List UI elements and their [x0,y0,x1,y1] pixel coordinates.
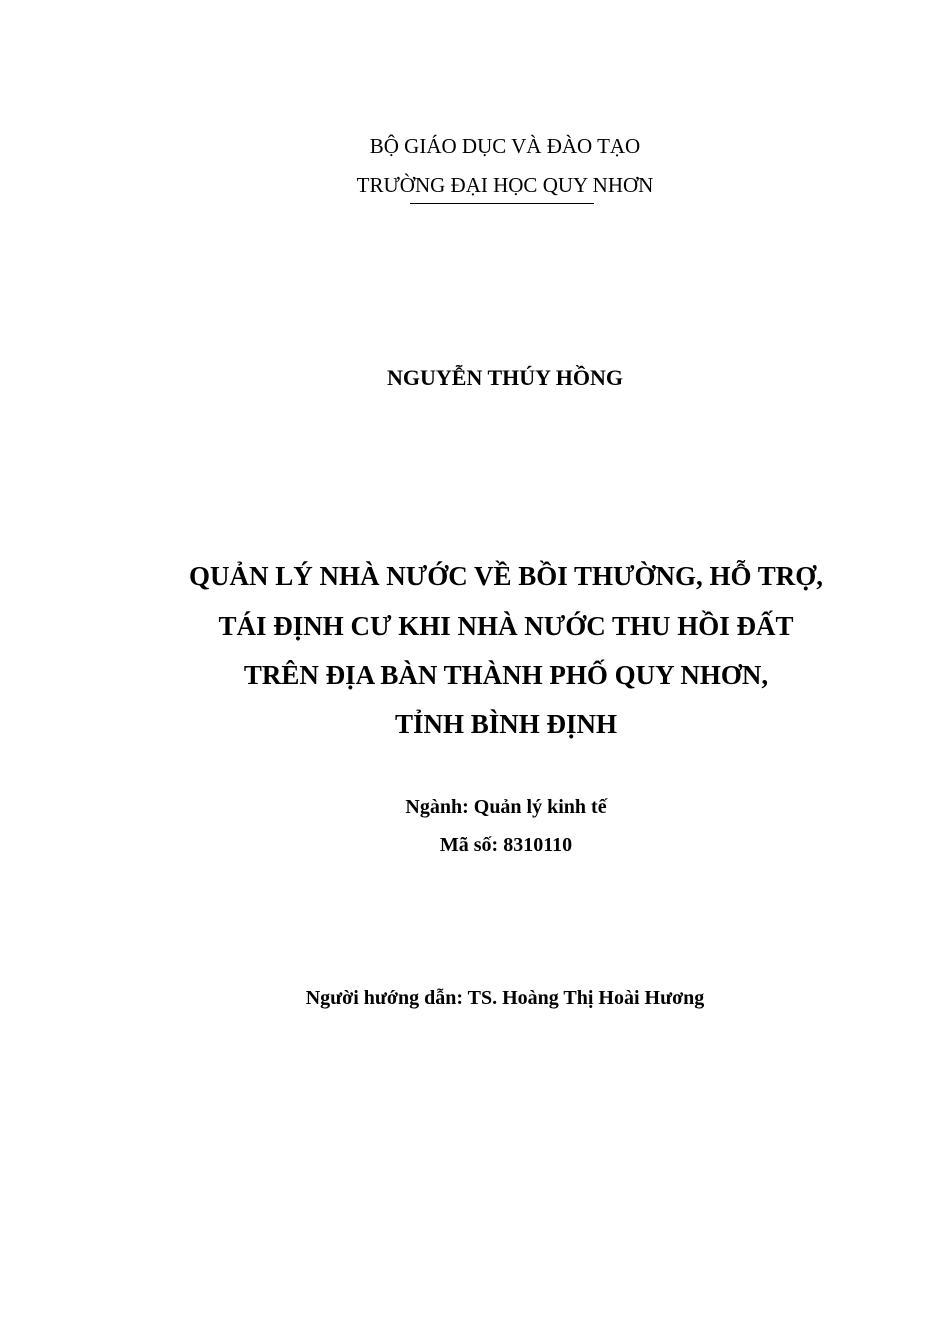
university-name: TRƯỜNG ĐẠI HỌC QUY NHƠN [356,173,654,197]
major-field: Ngành: Quản lý kinh tế [405,796,607,818]
thesis-title-line-2: TÁI ĐỊNH CƯ KHI NHÀ NƯỚC THU HỒI ĐẤT [218,611,794,641]
author-name: NGUYỄN THÚY HỒNG [387,365,623,390]
thesis-title-line-1: QUẢN LÝ NHÀ NƯỚC VỀ BỒI THƯỜNG, HỖ TRỢ, [188,561,824,591]
thesis-title-line-3: TRÊN ĐỊA BÀN THÀNH PHỐ QUY NHƠN, [243,660,769,690]
thesis-title-line-4: TỈNH BÌNH ĐỊNH [394,709,618,739]
header-underline [410,203,594,204]
ministry-name: BỘ GIÁO DỤC VÀ ĐÀO TẠO [369,134,641,158]
supervisor: Người hướng dẫn: TS. Hoàng Thị Hoài Hương [305,987,705,1009]
major-code: Mã số: 8310110 [439,834,573,856]
